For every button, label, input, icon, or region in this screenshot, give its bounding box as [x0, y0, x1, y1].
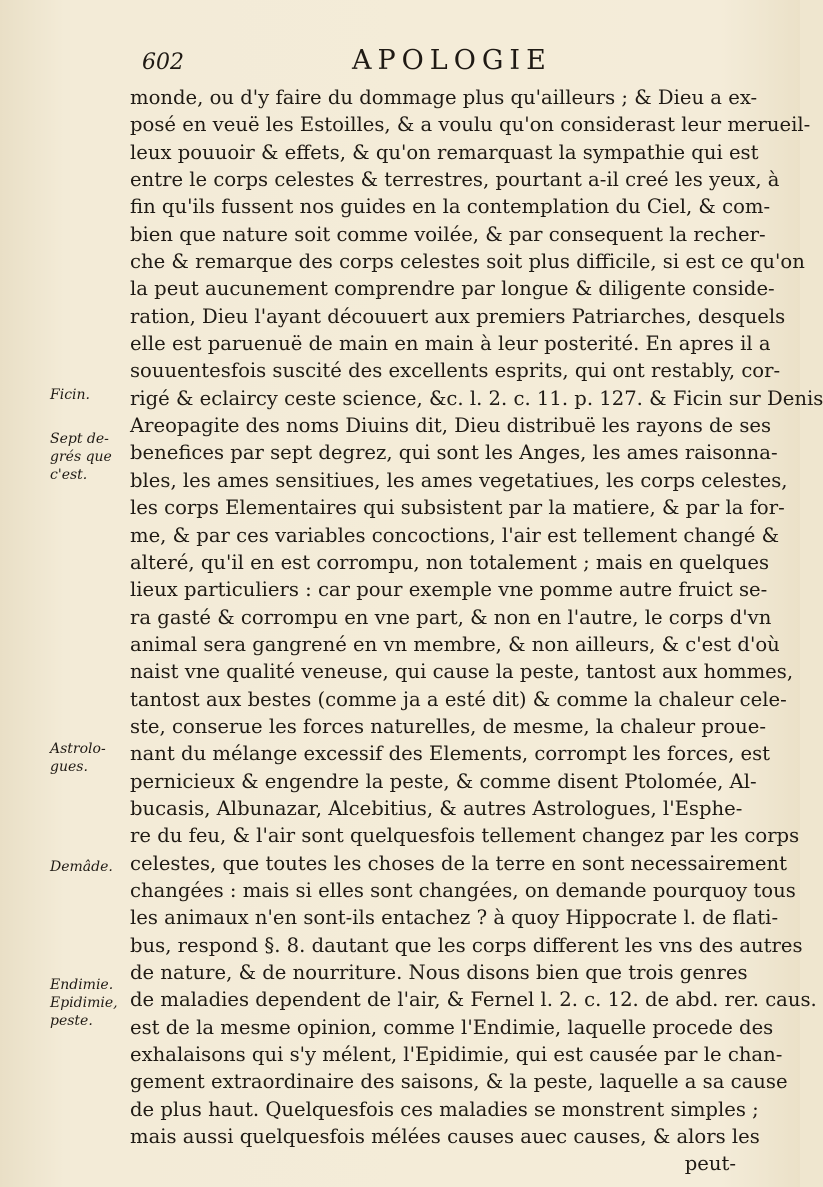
text-line: Areopagite des noms Diuins dit, Dieu distribuë les rayons de ses — [130, 414, 772, 438]
margin-note-astrologues: Astrolo-gues. — [50, 741, 106, 775]
text-line: nant du mélange excessif des Elements, corrompt les forces, est — [130, 742, 771, 766]
text-line: tantost aux bestes (comme ja a esté dit) & comme la chaleur cele- — [130, 687, 787, 711]
text-line: re du feu, & l'air sont quelquesfois tellement changez par les corps — [130, 824, 800, 848]
text-line: souuentesfois suscité des excellents esprits, qui ont restably, cor- — [130, 359, 781, 383]
running-title: APOLOGIE — [352, 45, 552, 76]
text-line: bles, les ames sensitiues, les ames vegetatiues, les corps celestes, — [130, 468, 788, 492]
text-line: bucasis, Albunazar, Alcebitius, & autres Astrologues, l'Esphe- — [130, 796, 743, 820]
page-number: 602 — [142, 50, 184, 75]
text-line: fin qu'ils fussent nos guides en la contemplation du Ciel, & com- — [130, 195, 771, 219]
text-line: rigé & eclaircy ceste science, &c. l. 2. c. 11. p. 127. & Ficin sur Denis — [130, 386, 823, 410]
text-line: exhalaisons qui s'y mélent, l'Epidimie, qui est causée par le chan- — [130, 1043, 783, 1067]
text-line: changées : mais si elles sont changées, on demande pourquoy tous — [130, 878, 796, 902]
text-line: ra gasté & corrompu en vne part, & non en l'autre, le corps d'vn — [130, 605, 772, 629]
margin-note-sept-degres: Sept de-grés que c'est. — [50, 431, 112, 483]
text-line: bien que nature soit comme voilée, & par consequent la recher- — [130, 222, 766, 246]
text-line: mais aussi quelquesfois mélées causes auec causes, & alors les — [130, 1125, 760, 1149]
text-line: che & remarque des corps celestes soit plus difficile, si est ce qu'on — [130, 250, 805, 274]
text-line: est de la mesme opinion, comme l'Endimie, laquelle procede des — [130, 1015, 774, 1039]
text-line: lieux particuliers : car pour exemple vne pomme autre fruict se- — [130, 578, 768, 602]
margin-note-demade: Demâde. — [50, 859, 113, 875]
text-line: ration, Dieu l'ayant découuert aux premiers Patriarches, desquels — [130, 304, 786, 328]
text-line: gement extraordinaire des saisons, & la peste, laquelle a sa cause — [130, 1070, 788, 1094]
text-line: animal sera gangrené en vn membre, & non ailleurs, & c'est d'où — [130, 632, 780, 656]
body-text — [130, 84, 823, 1178]
text-line: alteré, qu'il en est corrompu, non totalement ; mais en quelques — [130, 550, 770, 574]
text-line: entre le corps celestes & terrestres, pourtant a-il creé les yeux, à — [130, 168, 780, 192]
text-line: pernicieux & engendre la peste, & comme disent Ptolomée, Al- — [130, 769, 757, 793]
margin-note-ficin: Ficin. — [50, 387, 90, 403]
text-line: leux pouuoir & effets, & qu'on remarquast la sympathie qui est — [130, 140, 759, 164]
margin-note-endimie: Endimie. Epidimie, peste. — [50, 977, 118, 1029]
text-line: monde, ou d'y faire du dommage plus qu'ailleurs ; & Dieu a ex- — [130, 86, 758, 109]
text-line: naist vne qualité veneuse, qui cause la peste, tantost aux hommes, — [130, 660, 794, 684]
text-line: de nature, & de nourriture. Nous disons bien que trois genres — [130, 961, 748, 984]
text-line: benefices par sept degrez, qui sont les Anges, les ames raisonna- — [130, 441, 778, 465]
text-line: bus, respond §. 8. dautant que les corps different les vns des autres — [130, 933, 803, 957]
text-line: la peut aucunement comprendre par longue & diligente conside- — [130, 277, 775, 301]
text-line: posé en veuë les Estoilles, & a voulu qu'on considerast leur merueil- — [130, 113, 811, 137]
text-line: celestes, que toutes les choses de la terre en sont necessairement — [130, 851, 788, 875]
text-line: les animaux n'en sont-ils entachez ? à quoy Hippocrate l. de flati- — [130, 906, 779, 930]
text-line: de maladies dependent de l'air, & Fernel l. 2. c. 12. de abd. rer. caus. — [130, 988, 817, 1012]
text-line: les corps Elementaires qui subsistent par la matiere, & par la for- — [130, 496, 785, 520]
text-line: ste, conserue les forces naturelles, de mesme, la chaleur proue- — [130, 714, 766, 738]
text-line: de plus haut. Quelquesfois ces maladies se monstrent simples ; — [130, 1097, 759, 1121]
text-line: elle est paruenuë de main en main à leur posterité. En apres il a — [130, 332, 771, 356]
text-line: me, & par ces variables concoctions, l'air est tellement changé & — [130, 523, 780, 547]
text-line: peut- — [684, 1152, 736, 1176]
